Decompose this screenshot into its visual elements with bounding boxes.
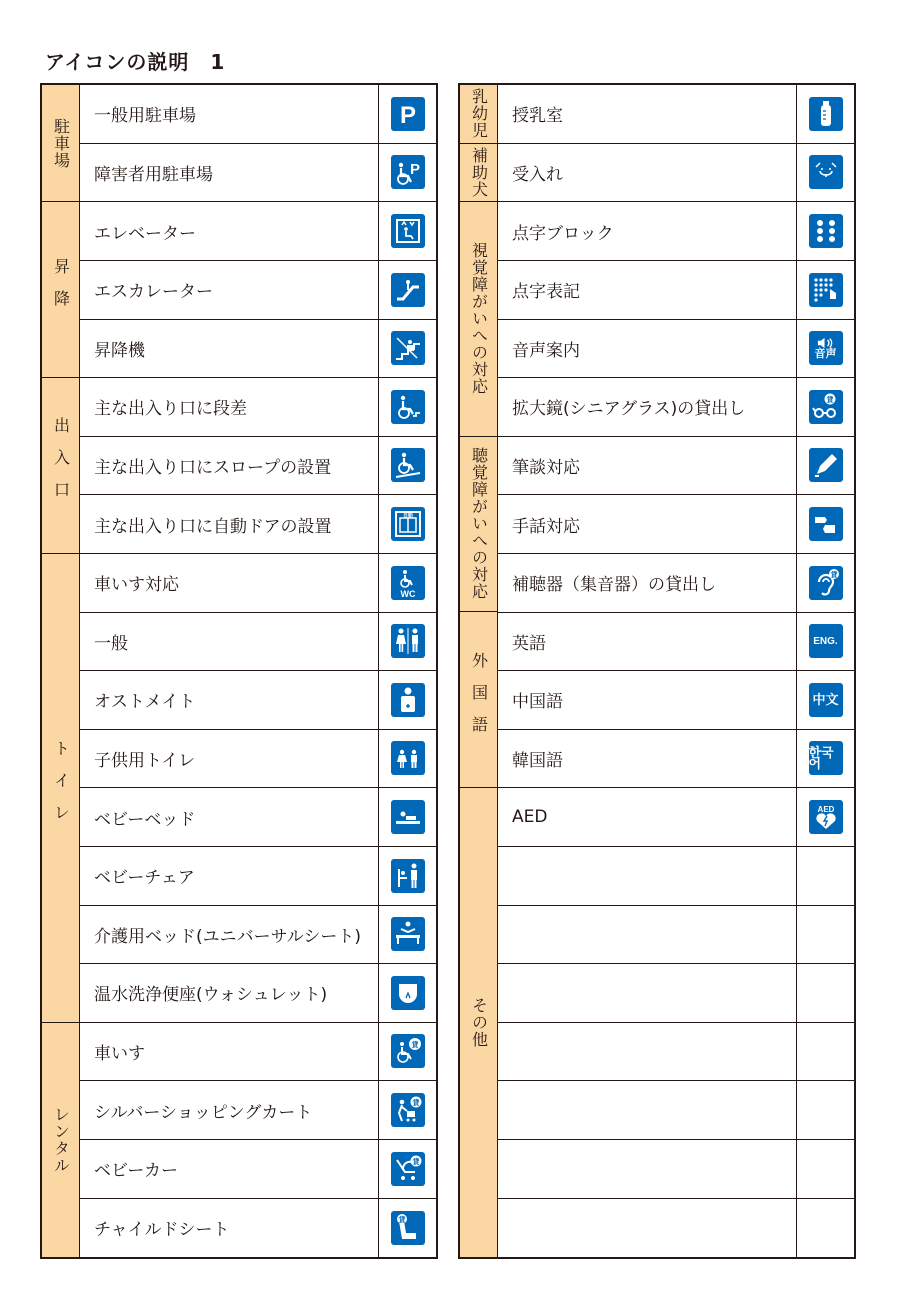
- icon-cell: [796, 847, 854, 905]
- icon-cell: [796, 144, 854, 202]
- icon-cell: [378, 261, 436, 319]
- right-table-grid: [460, 85, 854, 1257]
- table-row: [80, 1198, 436, 1257]
- icon-text: 한국어: [808, 745, 834, 772]
- row-label: ベビーベッド: [94, 809, 196, 830]
- child-seat-rental-icon: [391, 1211, 425, 1245]
- category-cell: [42, 85, 80, 202]
- row-label: 韓国語: [512, 750, 563, 771]
- icon-cell: [796, 1081, 854, 1139]
- category-label: その他: [469, 997, 489, 1049]
- svg-text:WC: WC: [400, 588, 415, 598]
- left-table-grid: [42, 85, 436, 1257]
- svg-text:AED: AED: [817, 805, 834, 815]
- table-row: [80, 437, 436, 496]
- table-row: [80, 730, 436, 789]
- icon-cell: [796, 495, 854, 553]
- category-cell: [460, 202, 498, 436]
- parking-icon: [391, 97, 425, 131]
- stair-lift-icon: [391, 331, 425, 365]
- category-cell: [42, 554, 80, 1023]
- table-row: [80, 202, 436, 261]
- row-label: 筆談対応: [512, 457, 580, 478]
- hearing-aid-icon: [809, 566, 843, 600]
- row-label: 主な出入り口に自動ドアの設置: [94, 516, 332, 537]
- row-label: エスカレーター: [94, 282, 213, 303]
- row-label: 一般: [94, 633, 128, 654]
- icon-cell: [796, 378, 854, 436]
- wheelchair-toilet-icon: [391, 566, 425, 600]
- row-label: 子供用トイレ: [94, 750, 196, 771]
- care-bed-icon: [391, 917, 425, 951]
- icon-cell: [378, 1198, 436, 1257]
- nursing-room-icon: [809, 97, 843, 131]
- row-label: 点字ブロック: [512, 223, 614, 244]
- row-label: 手話対応: [512, 516, 580, 537]
- shopping-cart-rental-icon: [391, 1093, 425, 1127]
- icon-text: 音声: [814, 347, 837, 360]
- icon-cell: [796, 905, 854, 963]
- row-label: 介護用ベッド(ユニバーサルシート): [94, 926, 361, 947]
- row-label: 温水洗浄便座(ウォシュレット): [94, 985, 328, 1006]
- row-label: 車いす: [94, 1043, 145, 1064]
- icon-cell: [378, 554, 436, 612]
- category-cell: [42, 202, 80, 378]
- audio-guide-icon: [809, 331, 843, 365]
- row-label: 受入れ: [512, 164, 563, 185]
- category-cell: [42, 1023, 80, 1257]
- icon-cell: [796, 1198, 854, 1257]
- aed-icon: [809, 800, 843, 834]
- category-label: 駐車場: [51, 117, 71, 169]
- table-row: [80, 847, 436, 906]
- writing-pen-icon: [809, 448, 843, 482]
- table-row: [498, 554, 854, 613]
- table-row: [498, 671, 854, 730]
- icon-cell: [378, 1081, 436, 1139]
- icon-cell: [796, 1023, 854, 1081]
- row-label: オストメイト: [94, 692, 196, 713]
- sign-language-icon: [809, 507, 843, 541]
- washlet-icon: [391, 976, 425, 1010]
- icon-cell: [378, 612, 436, 670]
- escalator-icon: [391, 273, 425, 307]
- table-row: [498, 1081, 854, 1140]
- icon-cell: [378, 847, 436, 905]
- table-row: [80, 671, 436, 730]
- svg-text:貸: 貸: [398, 1215, 405, 1224]
- icon-cell: [378, 202, 436, 260]
- row-label: 障害者用駐車場: [94, 164, 213, 185]
- category-label: 聴覚障がいへの対応: [469, 447, 489, 601]
- icon-cell: [378, 730, 436, 788]
- svg-text:貸: 貸: [412, 1099, 419, 1108]
- category-label: トイレ: [51, 739, 71, 836]
- table-row: [498, 905, 854, 964]
- svg-text:P: P: [409, 161, 420, 179]
- table-row: [498, 1023, 854, 1082]
- baby-bed-icon: [391, 800, 425, 834]
- row-label: 主な出入り口にスロープの設置: [94, 457, 332, 478]
- icon-cell: [796, 261, 854, 319]
- table-row: [498, 495, 854, 554]
- row-label: ベビーチェア: [94, 868, 195, 889]
- category-label: 補助犬: [469, 146, 489, 198]
- icon-cell: [796, 85, 854, 143]
- row-label: 一般用駐車場: [94, 106, 196, 127]
- accessible-parking-icon: [391, 155, 425, 189]
- icon-cell: [378, 85, 436, 143]
- chinese-icon: [809, 683, 843, 717]
- icon-cell: [796, 788, 854, 846]
- category-cell: [460, 612, 498, 788]
- table-row: [80, 1023, 436, 1082]
- table-row: [80, 788, 436, 847]
- svg-text:貸: 貸: [830, 570, 837, 579]
- svg-text:自動: 自動: [402, 513, 413, 520]
- icon-cell: [796, 671, 854, 729]
- korean-icon: [809, 741, 843, 775]
- row-label: エレベーター: [94, 223, 196, 244]
- stroller-rental-icon: [391, 1152, 425, 1186]
- wheelchair-rental-icon: [391, 1034, 425, 1068]
- braille-text-icon: [809, 273, 843, 307]
- table-row: [80, 1140, 436, 1199]
- icon-cell: [378, 319, 436, 377]
- icon-cell: [378, 1023, 436, 1081]
- icon-cell: [796, 319, 854, 377]
- category-cell: [460, 788, 498, 1257]
- table-row: [498, 437, 854, 496]
- svg-text:貸: 貸: [412, 1157, 419, 1166]
- assistance-dog-icon: [809, 155, 843, 189]
- row-label: 英語: [512, 633, 546, 654]
- row-label: 点字表記: [512, 282, 580, 303]
- table-row: [498, 378, 854, 437]
- icon-cell: [796, 730, 854, 788]
- restroom-icon: [391, 624, 425, 658]
- ostomate-icon: [391, 683, 425, 717]
- row-label: 音声案内: [512, 340, 580, 361]
- icon-text: ENG.: [813, 635, 838, 647]
- svg-text:貸: 貸: [411, 1041, 418, 1050]
- baby-chair-icon: [391, 859, 425, 893]
- row-label: チャイルドシート: [94, 1220, 230, 1241]
- table-row: [498, 85, 854, 144]
- table-row: [498, 1198, 854, 1257]
- braille-block-icon: [809, 214, 843, 248]
- icon-cell: [796, 554, 854, 612]
- left-icon-table: [40, 83, 438, 1259]
- row-label: シルバーショッピングカート: [94, 1102, 313, 1123]
- icon-cell: [378, 964, 436, 1022]
- category-label: レンタル: [51, 1105, 71, 1174]
- category-label: 外国語: [469, 651, 489, 748]
- table-row: [80, 495, 436, 554]
- icon-cell: [378, 905, 436, 963]
- table-row: [80, 378, 436, 437]
- table-row: [498, 847, 854, 906]
- entrance-slope-icon: [391, 448, 425, 482]
- table-row: [498, 261, 854, 320]
- table-row: [80, 964, 436, 1023]
- icon-text: 中文: [812, 692, 839, 708]
- category-label: 昇降: [51, 257, 71, 322]
- category-label: 乳幼児: [469, 88, 489, 140]
- row-label: 主な出入り口に段差: [94, 399, 247, 420]
- icon-cell: [378, 495, 436, 553]
- table-row: [498, 730, 854, 789]
- table-row: [498, 202, 854, 261]
- icon-cell: [796, 437, 854, 495]
- row-label: 昇降機: [94, 340, 145, 361]
- icon-cell: [796, 964, 854, 1022]
- row-label: 授乳室: [512, 106, 563, 127]
- elevator-icon: [391, 214, 425, 248]
- english-icon: [809, 624, 843, 658]
- row-label: 拡大鏡(シニアグラス)の貸出し: [512, 399, 746, 420]
- table-row: [498, 612, 854, 671]
- category-cell: [460, 85, 498, 144]
- row-label: ベビーカー: [94, 1161, 178, 1182]
- category-cell: [460, 144, 498, 203]
- magnifier-rental-icon: [809, 390, 843, 424]
- child-toilet-icon: [391, 741, 425, 775]
- svg-text:貸: 貸: [826, 395, 833, 404]
- row-label: 中国語: [512, 692, 563, 713]
- category-label: 出入口: [51, 417, 71, 514]
- category-label: 視覚障がいへの対応: [469, 242, 489, 396]
- table-row: [80, 1081, 436, 1140]
- row-label: AED: [512, 807, 548, 828]
- icon-cell: [796, 1140, 854, 1198]
- table-row: [80, 319, 436, 378]
- right-icon-table: [458, 83, 856, 1259]
- category-cell: [42, 378, 80, 554]
- icon-cell: [378, 788, 436, 846]
- icon-cell: [378, 1140, 436, 1198]
- table-row: [80, 85, 436, 144]
- page-title: アイコンの説明 1: [45, 50, 226, 74]
- svg-text:P: P: [399, 101, 416, 129]
- icon-cell: [796, 202, 854, 260]
- row-label: 車いす対応: [94, 575, 179, 596]
- table-row: [80, 554, 436, 613]
- icon-cell: [378, 671, 436, 729]
- row-label: 補聴器（集音器）の貸出し: [512, 575, 716, 596]
- table-row: [80, 261, 436, 320]
- entrance-step-icon: [391, 390, 425, 424]
- table-row: [80, 612, 436, 671]
- table-row: [80, 144, 436, 203]
- table-row: [498, 1140, 854, 1199]
- table-row: [498, 788, 854, 847]
- icon-cell: [378, 437, 436, 495]
- icon-cell: [796, 612, 854, 670]
- category-cell: [460, 437, 498, 613]
- table-row: [498, 319, 854, 378]
- icon-cell: [378, 144, 436, 202]
- table-row: [498, 964, 854, 1023]
- automatic-door-icon: [391, 507, 425, 541]
- table-row: [80, 905, 436, 964]
- table-row: [498, 144, 854, 203]
- icon-cell: [378, 378, 436, 436]
